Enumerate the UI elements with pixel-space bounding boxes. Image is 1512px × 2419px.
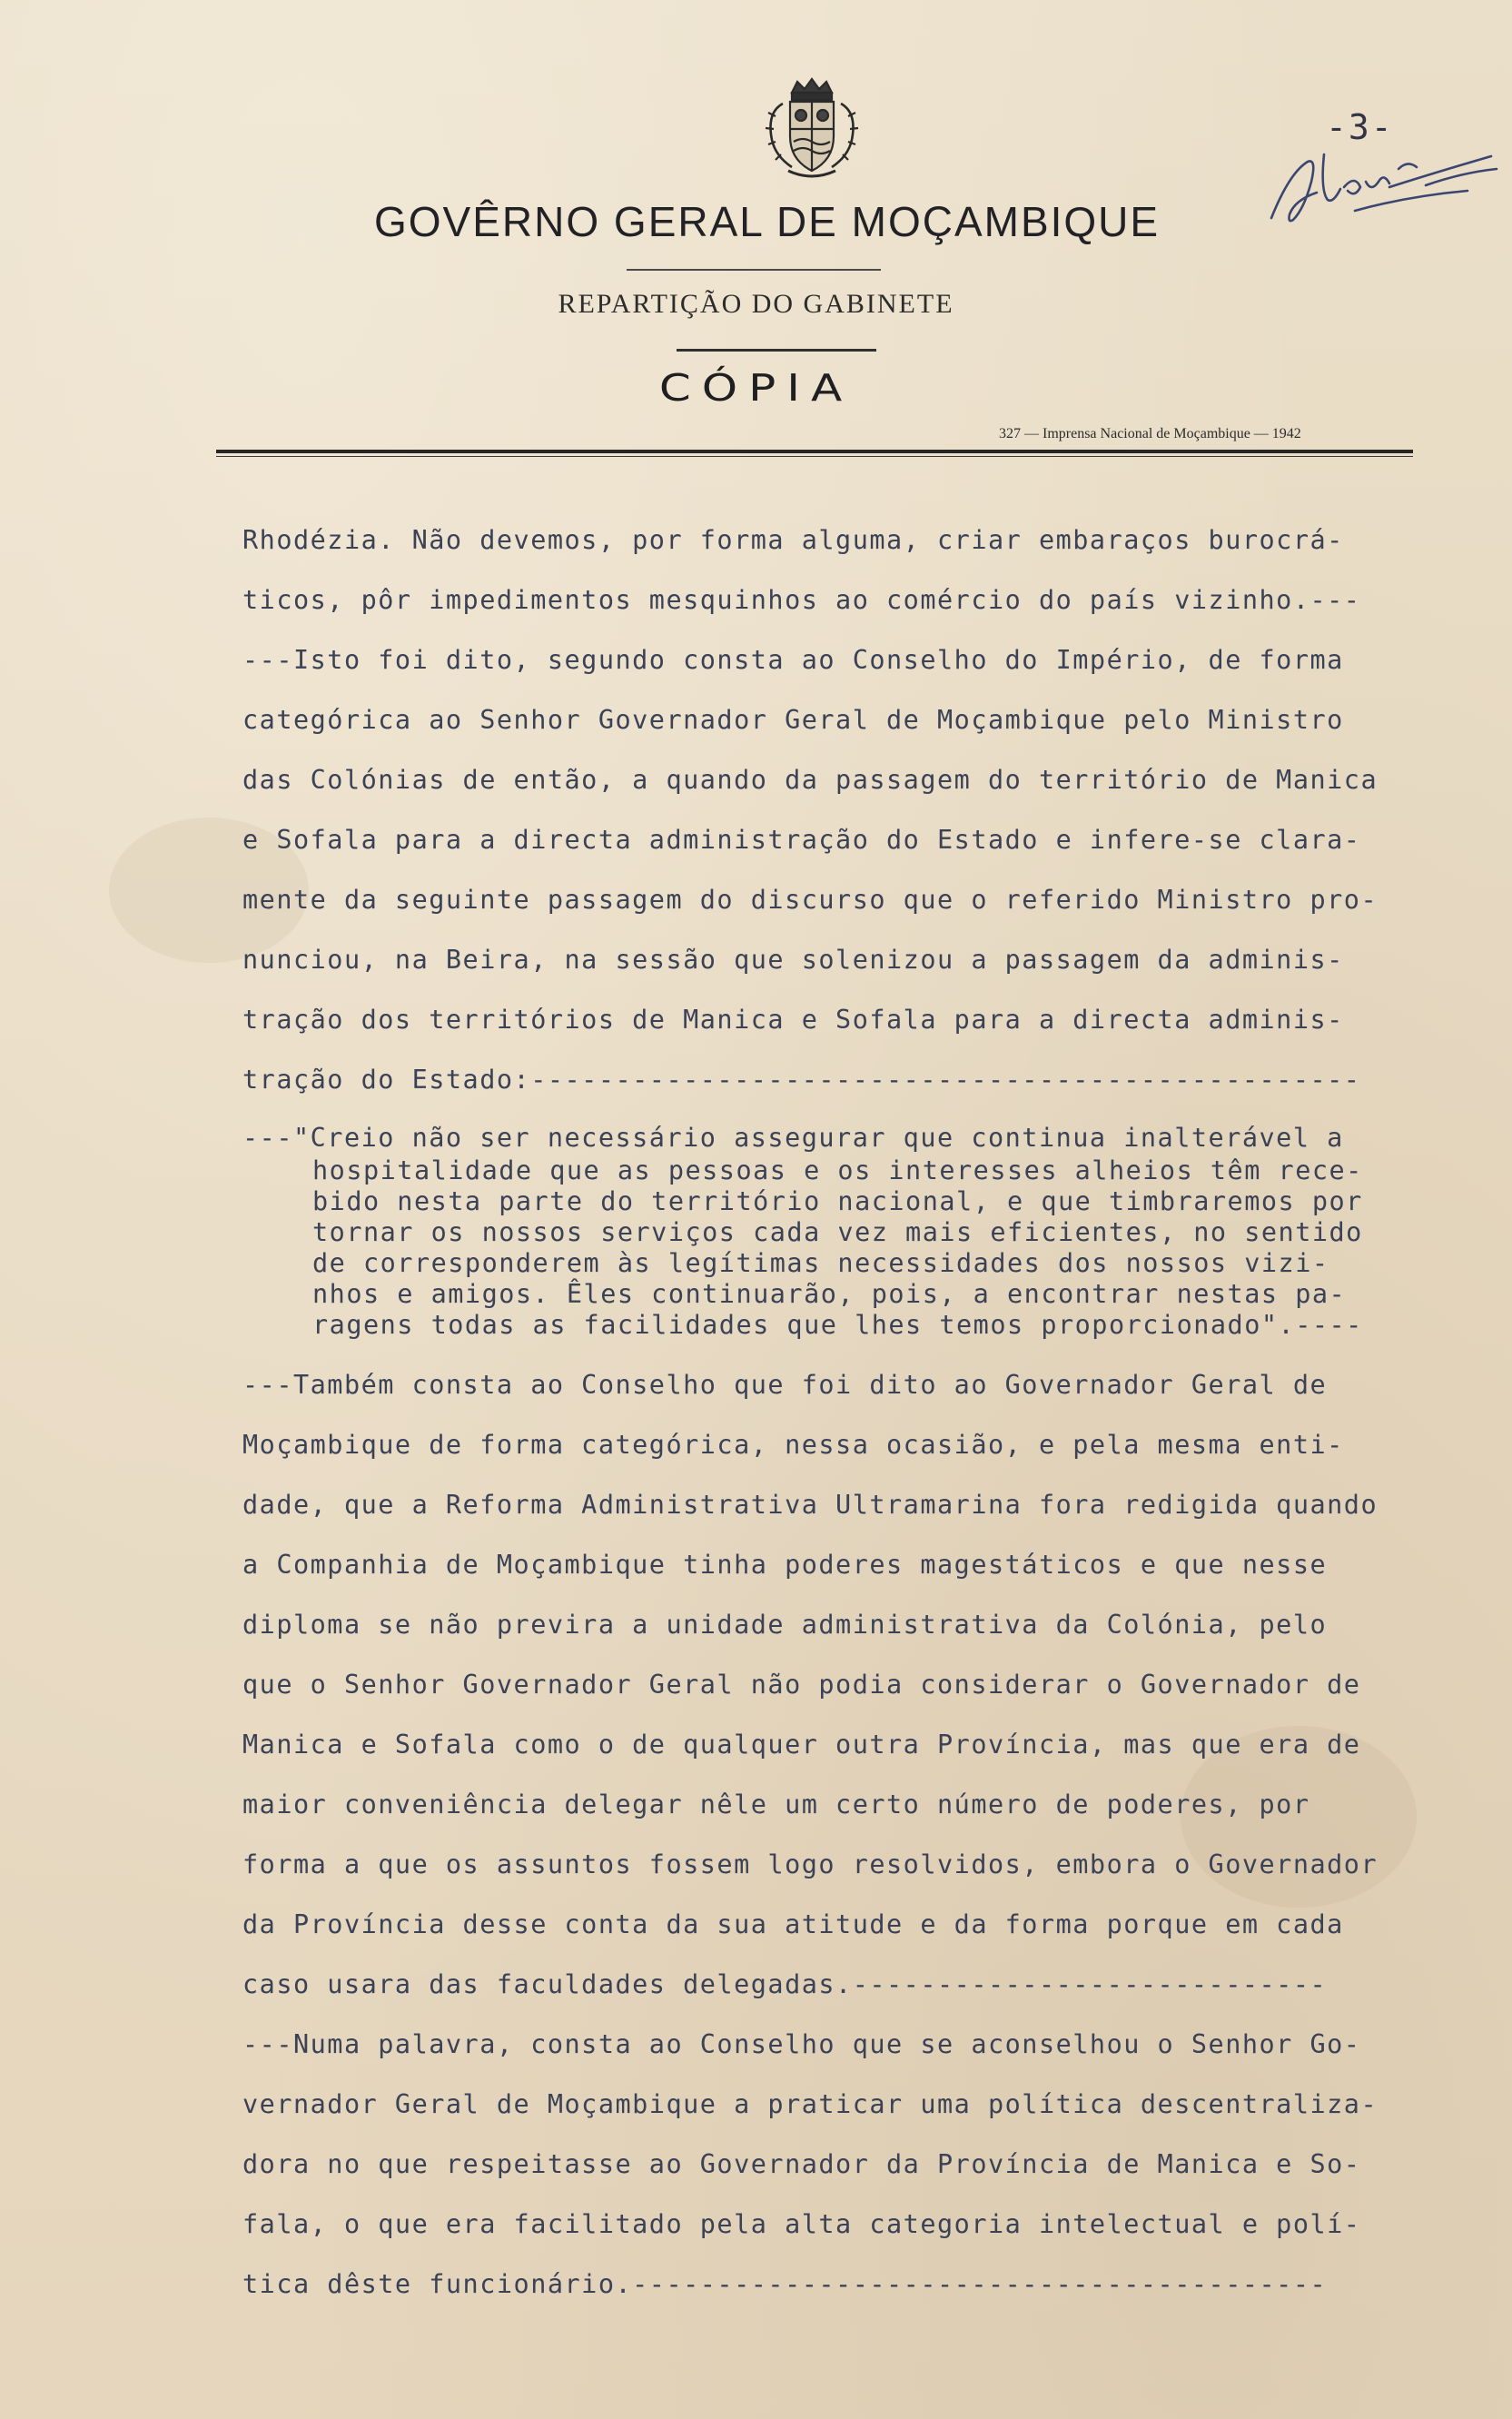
body-line: nunciou, na Beira, na sessão que solenizou a passagem da adminis-: [242, 945, 1344, 975]
body-line: forma a que os assuntos fossem logo resolvidos, embora o Governador: [242, 1849, 1379, 1879]
body-line: da Província desse conta da sua atitude e da forma porque em cada: [242, 1909, 1344, 1939]
handwritten-signature-icon: [1253, 136, 1498, 245]
body-line: Manica e Sofala como o de qualquer outra Província, mas que era de: [242, 1730, 1361, 1760]
body-line: ---Isto foi dito, segundo consta ao Conselho do Império, de forma: [242, 645, 1344, 675]
body-line: ---Numa palavra, consta ao Conselho que se aconselhou o Senhor Go-: [242, 2029, 1361, 2059]
body-line: diploma se não previra a unidade administrativa da Colónia, pelo: [242, 1610, 1328, 1640]
coat-of-arms-icon: [756, 76, 868, 183]
body-line: que o Senhor Governador Geral não podia considerar o Governador de: [242, 1670, 1361, 1700]
body-line: tica dêste funcionário.-----------------------------------------: [242, 2269, 1328, 2299]
page-number: -3-: [1326, 107, 1394, 147]
body-line: mente da seguinte passagem do discurso que o referido Ministro pro-: [242, 885, 1379, 915]
quote-line: ---"Creio não ser necessário assegurar que continua inalterável a: [242, 1123, 1344, 1153]
header-double-rule-thin: [216, 456, 1413, 457]
body-line: a Companhia de Moçambique tinha poderes magestáticos e que nesse: [242, 1550, 1328, 1580]
body-line: dora no que respeitasse ao Governador da Província de Manica e So-: [242, 2149, 1361, 2179]
quote-line: bido nesta parte do território nacional, e que timbraremos por: [312, 1186, 1363, 1216]
document-body: [242, 521, 1459, 2325]
body-line: e Sofala para a directa administração do Estado e infere-se clara-: [242, 825, 1361, 855]
quote-line: tornar os nossos serviços cada vez mais eficientes, no sentido: [312, 1217, 1363, 1247]
body-line: caso usara das faculdades delegadas.----------------------------: [242, 1969, 1328, 1999]
body-line: tração dos territórios de Manica e Sofala para a directa adminis-: [242, 1005, 1344, 1035]
title-divider: [627, 269, 881, 271]
quote-line: hospitalidade que as pessoas e os interesses alheios têm rece-: [312, 1155, 1363, 1185]
body-line: tração do Estado:-------------------------------------------------: [242, 1065, 1361, 1095]
quote-line: nhos e amigos. Êles continuarão, pois, a encontrar nestas pa-: [312, 1279, 1347, 1309]
government-title: GOVÊRNO GERAL DE MOÇAMBIQUE: [374, 198, 1161, 245]
quote-line: ragens todas as facilidades que lhes temos proporcionado".----: [312, 1310, 1363, 1340]
header-double-rule: [216, 450, 1413, 453]
quote-line: de corresponderem às legítimas necessidades dos nossos vizi-: [312, 1248, 1329, 1278]
body-line: maior conveniência delegar nêle um certo número de poderes, por: [242, 1789, 1310, 1819]
body-line: das Colónias de então, a quando da passagem do território de Manica: [242, 765, 1379, 795]
department-name: REPARTIÇÃO DO GABINETE: [558, 289, 954, 319]
body-line: Moçambique de forma categórica, nessa ocasião, e pela mesma enti-: [242, 1430, 1344, 1460]
body-line: ticos, pôr impedimentos mesquinhos ao comércio do país vizinho.---: [242, 585, 1361, 615]
body-line: dade, que a Reforma Administrativa Ultramarina fora redigida quando: [242, 1490, 1379, 1520]
department-divider: [677, 349, 876, 352]
printer-imprint: 327 — Imprensa Nacional de Moçambique — 1942: [999, 426, 1301, 441]
body-line: vernador Geral de Moçambique a praticar uma política descentraliza-: [242, 2089, 1379, 2119]
body-line: fala, o que era facilitado pela alta categoria intelectual e polí-: [242, 2209, 1361, 2239]
body-line: ---Também consta ao Conselho que foi dito ao Governador Geral de: [242, 1370, 1328, 1400]
body-line: Rhodézia. Não devemos, por forma alguma, criar embaraços burocrá-: [242, 525, 1344, 555]
copy-label: CÓPIA: [658, 366, 854, 410]
body-line: categórica ao Senhor Governador Geral de Moçambique pelo Ministro: [242, 705, 1344, 735]
